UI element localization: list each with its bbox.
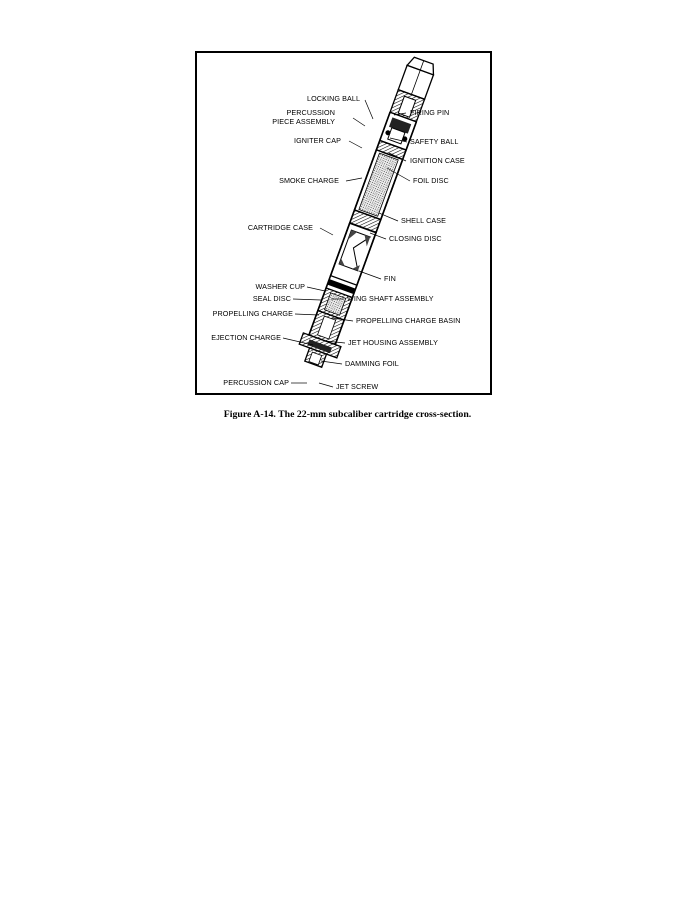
figure-caption: Figure A-14. The 22-mm subcaliber cartridge cross-section. (223, 409, 472, 420)
label-cartridge-case: CARTRIDGE CASE (247, 223, 313, 232)
label-ejection-charge: EJECTION CHARGE (211, 333, 281, 342)
label-foil-disc: FOIL DISC (413, 176, 449, 185)
figure-frame (195, 51, 492, 395)
label-ignition-case: IGNITION CASE (410, 156, 465, 165)
label-percussion-piece-line2: PIECE ASSEMBLY (272, 117, 335, 126)
label-shell-case: SHELL CASE (401, 216, 447, 225)
label-seal-disc: SEAL DISC (252, 294, 291, 303)
label-safety-ball: SAFETY BALL (410, 137, 459, 146)
label-percussion-cap: PERCUSSION CAP (223, 378, 289, 387)
label-firing-pin: FIRING PIN (410, 108, 450, 117)
label-damming-foil: DAMMING FOIL (345, 359, 399, 368)
label-jet-housing-assembly: JET HOUSING ASSEMBLY (348, 338, 439, 347)
label-propelling-charge: PROPELLING CHARGE (212, 309, 293, 318)
label-closing-disc: CLOSING DISC (389, 234, 442, 243)
label-igniter-cap: IGNITER CAP (293, 136, 341, 145)
label-jet-screw: JET SCREW (336, 382, 379, 391)
cartridge-cross-section-drawing (197, 53, 494, 397)
label-percussion-piece-line1: PERCUSSION (286, 108, 335, 117)
label-locking-ball: LOCKING BALL (307, 94, 361, 103)
label-wing-shaft-assembly: WING SHAFT ASSEMBLY (347, 294, 434, 303)
label-fin: FIN (384, 274, 396, 283)
label-washer-cup: WASHER CUP (255, 282, 305, 291)
label-propelling-charge-basin: PROPELLING CHARGE BASIN (356, 316, 461, 325)
label-smoke-charge: SMOKE CHARGE (279, 176, 339, 185)
